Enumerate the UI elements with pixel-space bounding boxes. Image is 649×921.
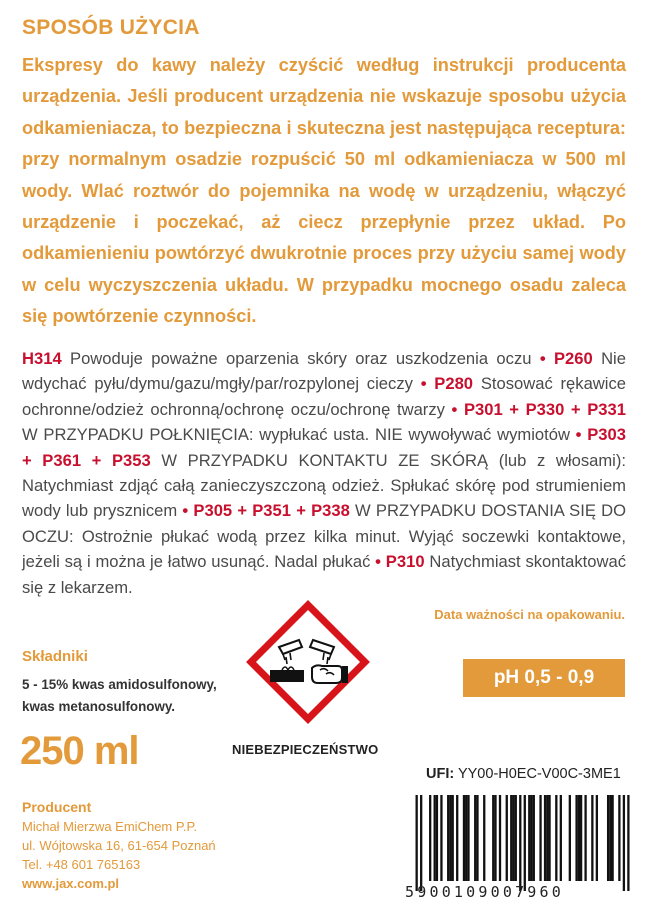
hazard-text-h314: Powoduje poważne oparzenia skóry oraz uszkodzenia oczu: [61, 349, 540, 368]
producer-info: [22, 798, 216, 893]
barcode-bar: [456, 795, 458, 881]
ufi-code: [426, 766, 621, 782]
barcode-bar: [436, 795, 438, 881]
barcode-bar: [416, 795, 418, 891]
barcode-bar: [494, 795, 496, 881]
separator-dot: •: [451, 399, 458, 419]
ingredients-list: [22, 674, 217, 718]
producer-name: Michał Mierzwa EmiChem P.P.: [22, 819, 198, 834]
barcode-bar: [591, 795, 593, 881]
ufi-value: YY00-H0EC-V00C-3ME1: [457, 766, 621, 782]
barcode-bar: [474, 795, 476, 881]
precaution-code-p260: P260: [553, 349, 593, 368]
precaution-text-p301: W PRZYPADKU POŁKNIĘCIA: wypłukać usta. NIE wywoływać wymiotów: [22, 425, 576, 445]
barcode-bar: [548, 795, 550, 881]
barcode-bar: [524, 795, 526, 891]
barcode-bar: [506, 795, 508, 881]
separator-dot: •: [575, 425, 582, 445]
producer-title: Producent: [22, 799, 92, 815]
barcode-bar: [578, 795, 580, 881]
precaution-code-p301: P301 + P330 + P331: [463, 399, 626, 419]
barcode-bar: [528, 795, 530, 881]
barcode-bar: [512, 795, 514, 881]
separator-dot: •: [539, 349, 546, 368]
barcode-bar: [449, 795, 451, 881]
ingredient-line: 5 - 15% kwas amidosulfonowy,: [22, 677, 217, 692]
precaution-code-p303: P303 + P361 + P353: [22, 425, 626, 470]
signal-word: NIEBEZPIECZEŃSTWO: [232, 742, 379, 757]
barcode-bar: [560, 795, 562, 881]
barcode-bar: [440, 795, 442, 881]
barcode-bar: [569, 795, 571, 881]
precaution-code-p280: P280: [434, 374, 474, 394]
ghs05-corrosion-icon: [246, 600, 370, 724]
separator-dot: •: [182, 501, 189, 521]
precaution-text-p260: Nie wdychać pyłu/dymu/gazu/mgły/par/rozpylonej cieczy: [22, 349, 626, 394]
barcode-bar: [519, 795, 521, 891]
barcode-bar: [546, 795, 548, 881]
barcode-graphic: [402, 795, 634, 893]
separator-dot: •: [420, 374, 427, 394]
barcode-bar: [627, 795, 629, 891]
precaution-text-p303: W PRZYPADKU KONTAKTU ZE SKÓRĄ (lub z włosami): Natychmiast zdjąć całą zanieczyszczoną odzież. Spłukać skórę pod strumieniem wody lub prysznicem: [22, 450, 626, 521]
ufi-label: UFI:: [426, 766, 455, 782]
producer-phone: Tel. +48 601 765163: [22, 857, 141, 872]
barcode-bar: [618, 795, 620, 881]
barcode-number: 5900109007960: [405, 883, 564, 901]
barcode-bar: [580, 795, 582, 881]
hazard-statements: [22, 346, 626, 600]
barcode-bar: [530, 795, 532, 881]
barcode-bar: [467, 795, 469, 881]
producer-address: ul. Wójtowska 16, 61-654 Poznań: [22, 838, 216, 853]
ingredients-title: Składniki: [22, 648, 88, 665]
barcode-bar: [434, 795, 436, 881]
product-volume: 250 ml: [20, 729, 139, 773]
barcode-bar: [447, 795, 449, 881]
barcode-bar: [483, 795, 485, 881]
precaution-text-p310: Natychmiast skontaktować się z lekarzem.: [22, 552, 626, 597]
barcode-bar: [515, 795, 517, 881]
precaution-text-p305: W PRZYPADKU DOSTANIA SIĘ DO OCZU: Ostrożnie płukać wodą przez kilka minut. Wyjąć soczewki kontaktowe, jeżeli są i można je łatwo usunąć. Nadal płukać: [22, 501, 626, 572]
usage-instructions: Ekspresy do kawy należy czyścić według instrukcji producenta urządzenia. Jeśli producent urządzenia nie wskazuje sposobu użycia odkamieniacza, to bezpieczna i skuteczna jest następująca receptura: przy normalnym osadzie rozpuścić 50 ml odkamieniacza w 500 ml wody. Wlać roztwór do pojemnika na wodę w urządzeniu, włączyć urządzenie i poczekać, aż ciecz przepłynie przez układ. Po odkamienieniu powtórzyć dwukrotnie proces przy użyciu samej wody w celu wyczyszczenia układu. W przypadku mocnego osadu zaleca się powtórzenie czynności.: [22, 55, 626, 327]
barcode-bar: [510, 795, 512, 881]
barcode-bar: [609, 795, 611, 881]
precaution-text-p280: Stosować rękawice ochronne/odzież ochronną/ochronę oczu/ochronę twarzy: [22, 374, 627, 419]
barcode-bar: [623, 795, 625, 891]
barcode-bar: [611, 795, 613, 881]
barcode-bar: [465, 795, 467, 881]
barcode-bar: [499, 795, 501, 881]
barcode-bar: [607, 795, 609, 881]
barcode-bar: [584, 795, 586, 881]
usage-title: SPOSÓB UŻYCIA: [22, 16, 200, 39]
ingredient-line: kwas metanosulfonowy.: [22, 699, 176, 714]
hazard-code-h314: H314: [22, 349, 62, 368]
barcode-bar: [555, 795, 557, 881]
separator-dot: •: [375, 552, 381, 572]
barcode-bar: [492, 795, 494, 881]
barcode-bar: [539, 795, 541, 881]
ph-badge: pH 0,5 - 0,9: [463, 659, 625, 697]
barcode-bar: [429, 795, 431, 881]
barcode-bar: [476, 795, 478, 881]
expiry-note: Data ważności na opakowaniu.: [434, 607, 625, 622]
barcode-bar: [463, 795, 465, 881]
barcode-bar: [452, 795, 454, 881]
precaution-code-p310: P310: [385, 552, 425, 572]
barcode-bar: [420, 795, 422, 891]
barcode-bar: [596, 795, 598, 881]
producer-website: www.jax.com.pl: [22, 876, 120, 891]
barcode-bar: [575, 795, 577, 881]
precaution-code-p305: P305 + P351 + P338: [193, 501, 350, 521]
barcode-bar: [533, 795, 535, 881]
barcode-bar: [544, 795, 546, 881]
